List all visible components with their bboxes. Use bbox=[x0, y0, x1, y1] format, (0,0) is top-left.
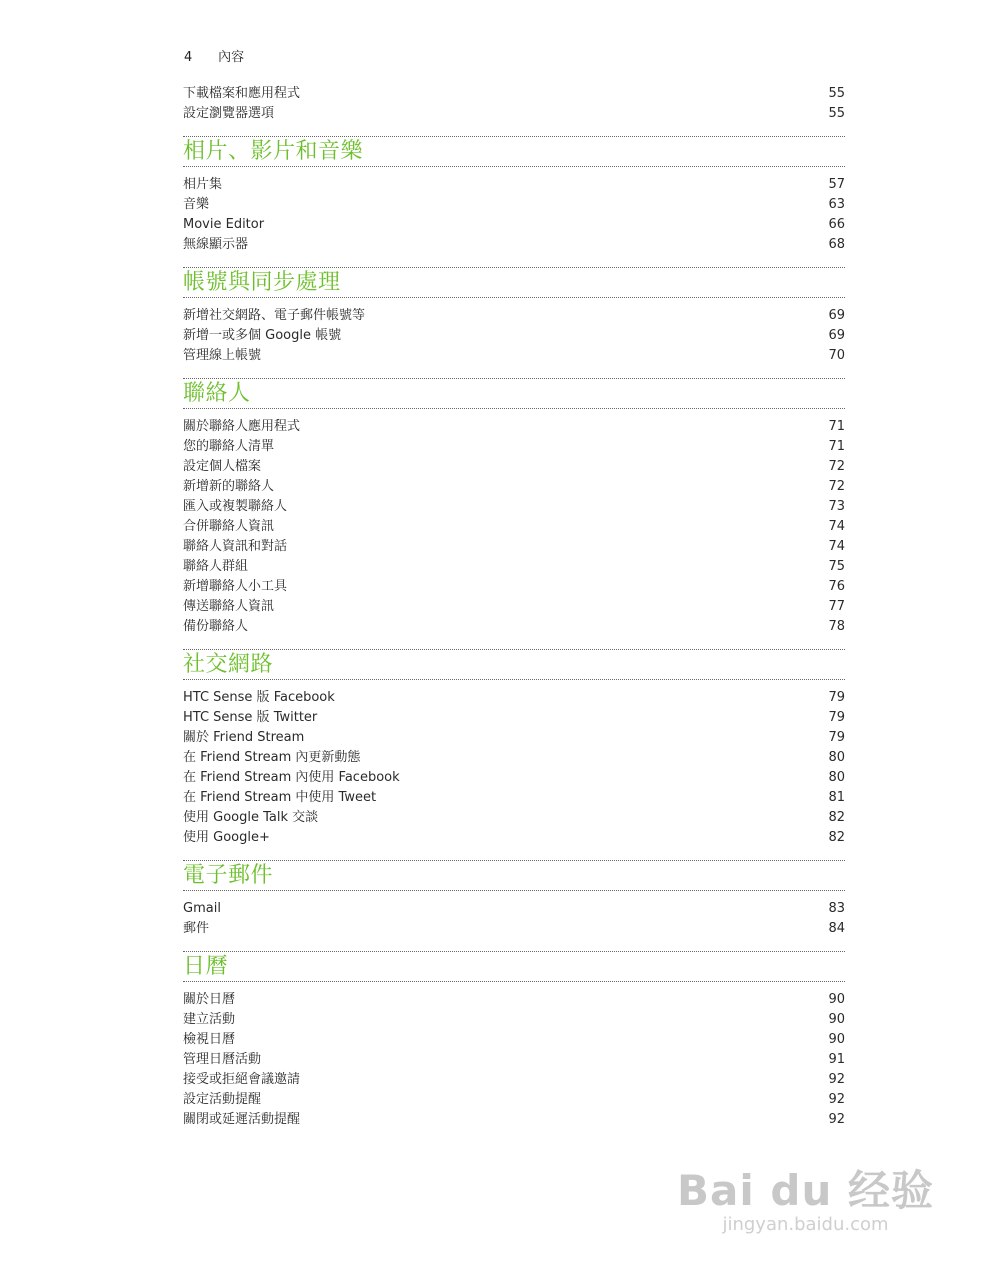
toc-entry[interactable] bbox=[183, 919, 845, 939]
toc-entry[interactable] bbox=[183, 688, 845, 708]
toc-entry-label: 聯絡人群組 bbox=[183, 559, 249, 574]
toc-entry-label: 匯入或複製聯絡人 bbox=[183, 499, 288, 514]
toc-entry[interactable] bbox=[183, 899, 845, 919]
toc-entry[interactable] bbox=[183, 597, 845, 617]
toc-entry-label: 新增一或多個 Google 帳號 bbox=[183, 328, 342, 343]
toc-entry-page: 73 bbox=[828, 499, 845, 514]
toc-section bbox=[183, 136, 845, 255]
toc-entry-label: 新增聯絡人小工具 bbox=[183, 579, 288, 594]
toc-entry-page: 92 bbox=[828, 1092, 845, 1107]
toc-entry-label: 建立活動 bbox=[183, 1012, 236, 1027]
toc-entry[interactable] bbox=[183, 306, 845, 326]
section-header bbox=[183, 378, 845, 409]
toc-entry[interactable] bbox=[183, 577, 845, 597]
toc-entry-label: 關於日曆 bbox=[183, 992, 236, 1007]
toc-entry-label: 接受或拒絕會議邀請 bbox=[183, 1072, 301, 1087]
toc-entry[interactable] bbox=[183, 990, 845, 1010]
header-title: 內容 bbox=[218, 50, 245, 65]
toc-entry[interactable] bbox=[183, 1070, 845, 1090]
toc-entry-page: 75 bbox=[828, 559, 845, 574]
toc-entry-label: 無線顯示器 bbox=[183, 237, 249, 252]
section-title[interactable]: 聯絡人 bbox=[183, 381, 251, 406]
baidu-watermark bbox=[677, 1168, 934, 1236]
toc-entry[interactable] bbox=[183, 788, 845, 808]
toc-entry-page: 84 bbox=[828, 921, 845, 936]
toc-entry-label: 新增社交網路、電子郵件帳號等 bbox=[183, 308, 366, 323]
toc-entry[interactable] bbox=[183, 1030, 845, 1050]
toc-entry-page: 63 bbox=[828, 197, 845, 212]
toc-entry-label: 管理日曆活動 bbox=[183, 1052, 262, 1067]
toc-section bbox=[183, 267, 845, 366]
toc-entry-label: 在 Friend Stream 內更新動態 bbox=[183, 750, 361, 765]
toc-entry-label: 郵件 bbox=[183, 921, 210, 936]
toc-entry-page: 79 bbox=[828, 710, 845, 725]
toc-entry-page: 70 bbox=[828, 348, 845, 363]
toc-entry[interactable] bbox=[183, 768, 845, 788]
toc-entry-page: 80 bbox=[828, 750, 845, 765]
watermark-logo: Bai du 经验 bbox=[677, 1166, 934, 1215]
toc-entry[interactable] bbox=[183, 417, 845, 437]
toc-entry[interactable] bbox=[183, 728, 845, 748]
table-of-contents bbox=[183, 84, 845, 1130]
toc-entry-page: 55 bbox=[828, 86, 845, 101]
toc-entry-page: 90 bbox=[828, 992, 845, 1007]
toc-entry-label: 您的聯絡人清單 bbox=[183, 439, 275, 454]
toc-section bbox=[183, 860, 845, 939]
toc-entry[interactable] bbox=[183, 748, 845, 768]
toc-entry-label: 備份聯絡人 bbox=[183, 619, 249, 634]
toc-entry[interactable] bbox=[183, 517, 845, 537]
toc-entry-label: 新增新的聯絡人 bbox=[183, 479, 275, 494]
section-header bbox=[183, 860, 845, 891]
toc-entry[interactable] bbox=[183, 195, 845, 215]
toc-entry[interactable] bbox=[183, 104, 845, 124]
toc-entry-page: 69 bbox=[828, 328, 845, 343]
toc-entry-label: 在 Friend Stream 內使用 Facebook bbox=[183, 770, 400, 785]
toc-entry-page: 78 bbox=[828, 619, 845, 634]
section-title[interactable]: 電子郵件 bbox=[183, 863, 274, 888]
toc-entry-page: 72 bbox=[828, 459, 845, 474]
page-header bbox=[184, 46, 244, 65]
toc-entry-page: 71 bbox=[828, 419, 845, 434]
toc-entry[interactable] bbox=[183, 708, 845, 728]
toc-entry-page: 57 bbox=[828, 177, 845, 192]
toc-entry-label: 設定活動提醒 bbox=[183, 1092, 262, 1107]
toc-entry[interactable] bbox=[183, 437, 845, 457]
toc-entry-page: 76 bbox=[828, 579, 845, 594]
section-header bbox=[183, 649, 845, 680]
toc-entry-page: 91 bbox=[828, 1052, 845, 1067]
toc-entry-page: 69 bbox=[828, 308, 845, 323]
toc-entry-page: 79 bbox=[828, 690, 845, 705]
toc-entry[interactable] bbox=[183, 557, 845, 577]
toc-entry[interactable] bbox=[183, 346, 845, 366]
toc-entry-page: 92 bbox=[828, 1072, 845, 1087]
toc-entry[interactable] bbox=[183, 1010, 845, 1030]
toc-entry-label: 合併聯絡人資訊 bbox=[183, 519, 275, 534]
toc-entry[interactable] bbox=[183, 477, 845, 497]
toc-entry-label: 聯絡人資訊和對話 bbox=[183, 539, 288, 554]
page-number: 4 bbox=[184, 50, 193, 65]
toc-entry-label: 關於聯絡人應用程式 bbox=[183, 419, 301, 434]
toc-entry[interactable] bbox=[183, 537, 845, 557]
toc-entry-page: 82 bbox=[828, 830, 845, 845]
toc-entry-page: 74 bbox=[828, 519, 845, 534]
section-title[interactable]: 相片、影片和音樂 bbox=[183, 139, 364, 164]
toc-entry-label: 在 Friend Stream 中使用 Tweet bbox=[183, 790, 377, 805]
toc-entry-label: 關閉或延遲活動提醒 bbox=[183, 1112, 301, 1127]
toc-entry[interactable] bbox=[183, 235, 845, 255]
toc-entry[interactable] bbox=[183, 84, 845, 104]
toc-entry[interactable] bbox=[183, 497, 845, 517]
toc-entry-page: 80 bbox=[828, 770, 845, 785]
toc-entry[interactable] bbox=[183, 457, 845, 477]
section-header bbox=[183, 951, 845, 982]
toc-entry-page: 55 bbox=[828, 106, 845, 121]
section-title[interactable]: 帳號與同步處理 bbox=[183, 270, 341, 295]
toc-entry-page: 81 bbox=[828, 790, 845, 805]
toc-entry[interactable] bbox=[183, 326, 845, 346]
toc-entry-label: 設定瀏覽器選項 bbox=[183, 106, 275, 121]
toc-section bbox=[183, 951, 845, 1130]
toc-entry-page: 77 bbox=[828, 599, 845, 614]
section-header bbox=[183, 136, 845, 167]
toc-entry-label: 關於 Friend Stream bbox=[183, 730, 305, 745]
toc-entry-label: 管理線上帳號 bbox=[183, 348, 262, 363]
watermark-url: jingyan.baidu.com bbox=[722, 1214, 889, 1235]
toc-entry-page: 90 bbox=[828, 1012, 845, 1027]
toc-entry-label: 傳送聯絡人資訊 bbox=[183, 599, 275, 614]
toc-entry-label: 相片集 bbox=[183, 177, 223, 192]
toc-entry[interactable] bbox=[183, 617, 845, 637]
section-title[interactable]: 社交網路 bbox=[183, 652, 274, 677]
toc-entry-page: 74 bbox=[828, 539, 845, 554]
toc-entry-page: 79 bbox=[828, 730, 845, 745]
toc-entry-label: 下載檔案和應用程式 bbox=[183, 86, 301, 101]
toc-entry[interactable] bbox=[183, 808, 845, 828]
toc-entry-label: 設定個人檔案 bbox=[183, 459, 262, 474]
toc-entry-page: 66 bbox=[828, 217, 845, 232]
toc-section bbox=[183, 649, 845, 848]
toc-entry-label: 音樂 bbox=[183, 197, 210, 212]
toc-entry-label: 使用 Google+ bbox=[183, 830, 270, 845]
toc-entry-page: 71 bbox=[828, 439, 845, 454]
toc-entry[interactable] bbox=[183, 1110, 845, 1130]
toc-entry[interactable] bbox=[183, 175, 845, 195]
toc-entry-page: 83 bbox=[828, 901, 845, 916]
toc-entry-page: 92 bbox=[828, 1112, 845, 1127]
toc-entry-label: 檢視日曆 bbox=[183, 1032, 236, 1047]
toc-entry-label: HTC Sense 版 Facebook bbox=[183, 690, 335, 705]
toc-section bbox=[183, 378, 845, 637]
section-title[interactable]: 日曆 bbox=[183, 954, 229, 979]
toc-entry-page: 90 bbox=[828, 1032, 845, 1047]
toc-entry-page: 72 bbox=[828, 479, 845, 494]
toc-entry-label: Gmail bbox=[183, 901, 221, 916]
toc-entry[interactable] bbox=[183, 215, 845, 235]
toc-entry[interactable] bbox=[183, 828, 845, 848]
toc-entry-page: 82 bbox=[828, 810, 845, 825]
toc-entry-page: 68 bbox=[828, 237, 845, 252]
toc-entry-label: 使用 Google Talk 交談 bbox=[183, 810, 319, 825]
section-header bbox=[183, 267, 845, 298]
toc-entry[interactable] bbox=[183, 1090, 845, 1110]
intro-entries bbox=[183, 84, 845, 124]
toc-entry[interactable] bbox=[183, 1050, 845, 1070]
toc-entry-label: Movie Editor bbox=[183, 217, 265, 232]
toc-entry-label: HTC Sense 版 Twitter bbox=[183, 710, 318, 725]
